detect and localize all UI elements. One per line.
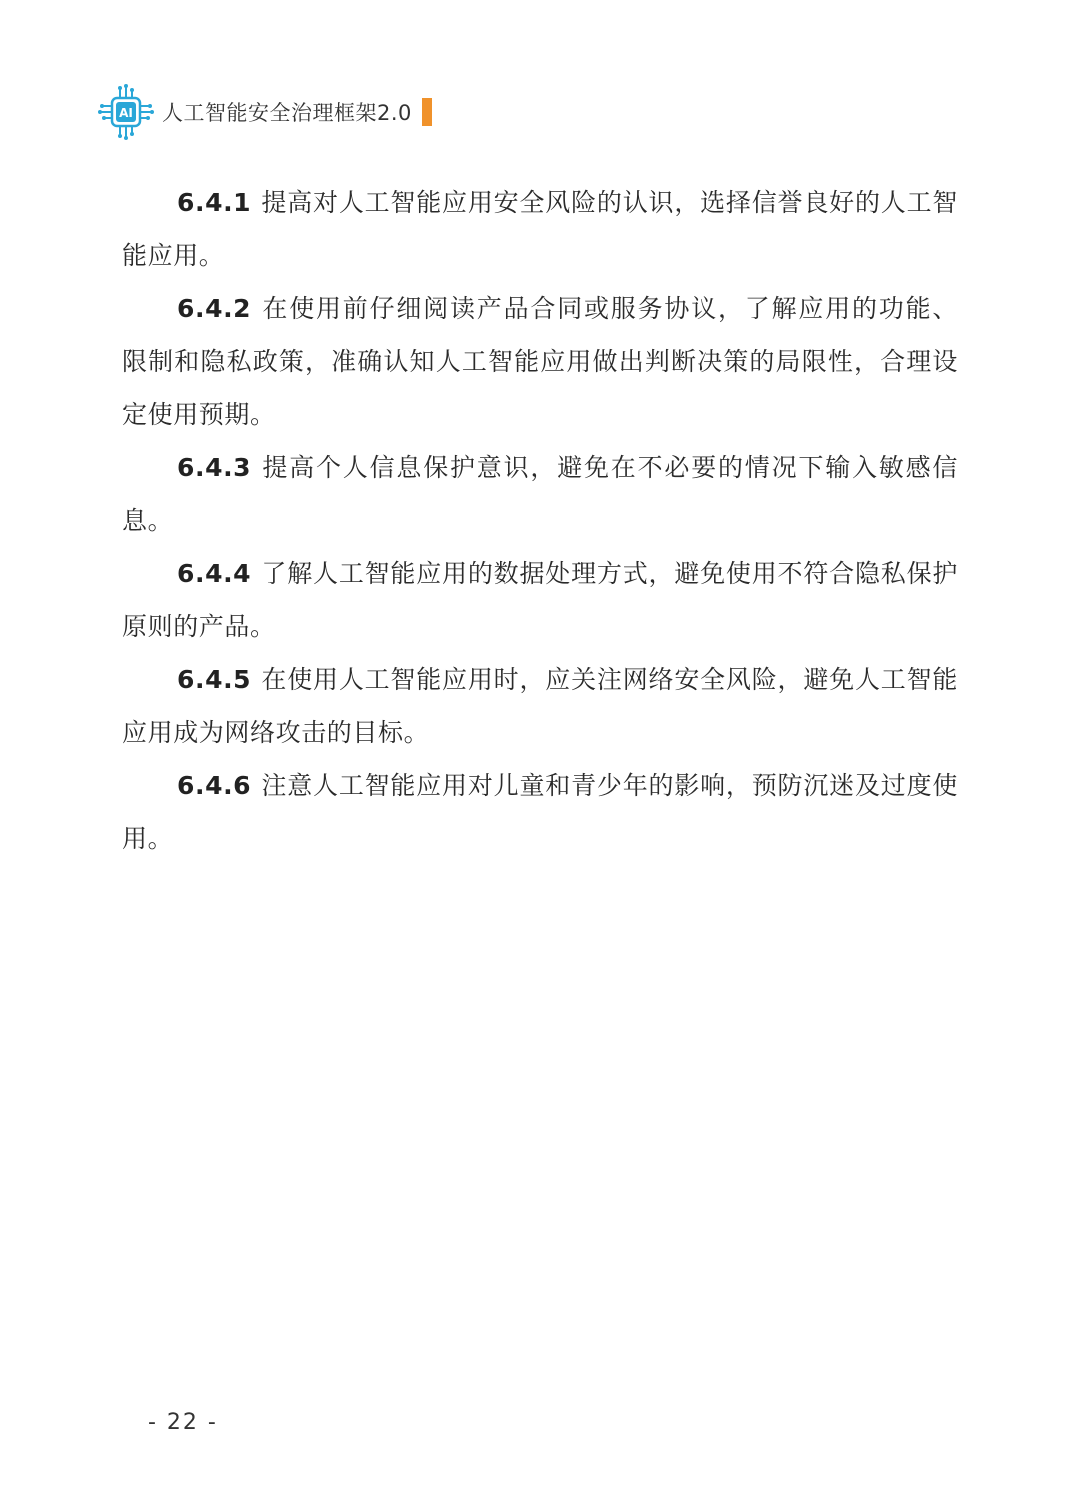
clause-number: 6.4.2 <box>177 294 252 323</box>
clause-number: 6.4.3 <box>177 453 252 482</box>
page-number: - 22 - <box>148 1410 218 1435</box>
clause-text: 提高对人工智能应用安全风险的认识，选择信誉良好的人工智能应用。 <box>122 188 958 270</box>
page-header <box>98 82 432 142</box>
ai-chip-icon <box>98 84 154 140</box>
clause-text: 在使用前仔细阅读产品合同或服务协议，了解应用的功能、 限制和隐私政策，准确认知人工智能应用做出判断决策的局限性，合理设定使用预期。 <box>122 294 958 429</box>
clause-number: 6.4.5 <box>177 665 252 694</box>
clause-text: 在使用人工智能应用时，应关注网络安全风险，避免人工智能应用成为网络攻击的目标。 <box>122 665 958 747</box>
document-title: 人工智能安全治理框架2.0 <box>162 101 412 125</box>
paragraph-6-4-2 <box>122 282 958 441</box>
clause-text: 了解人工智能应用的数据处理方式，避免使用不符合隐私保护原则的产品。 <box>122 559 958 641</box>
paragraph-6-4-3 <box>122 441 958 547</box>
accent-bar <box>422 98 432 126</box>
clause-text: 提高个人信息保护意识，避免在不必要的情况下输入敏感信息。 <box>122 453 958 535</box>
logo-text: AI <box>119 106 133 120</box>
clause-number: 6.4.4 <box>177 559 252 588</box>
clause-number: 6.4.1 <box>177 188 252 217</box>
paragraph-6-4-4 <box>122 547 958 653</box>
clause-text: 注意人工智能应用对儿童和青少年的影响，预防沉迷及过度使用。 <box>122 771 958 853</box>
main-content <box>122 176 958 865</box>
paragraph-6-4-5 <box>122 653 958 759</box>
paragraph-6-4-6 <box>122 759 958 865</box>
clause-number: 6.4.6 <box>177 771 252 800</box>
paragraph-6-4-1 <box>122 176 958 282</box>
